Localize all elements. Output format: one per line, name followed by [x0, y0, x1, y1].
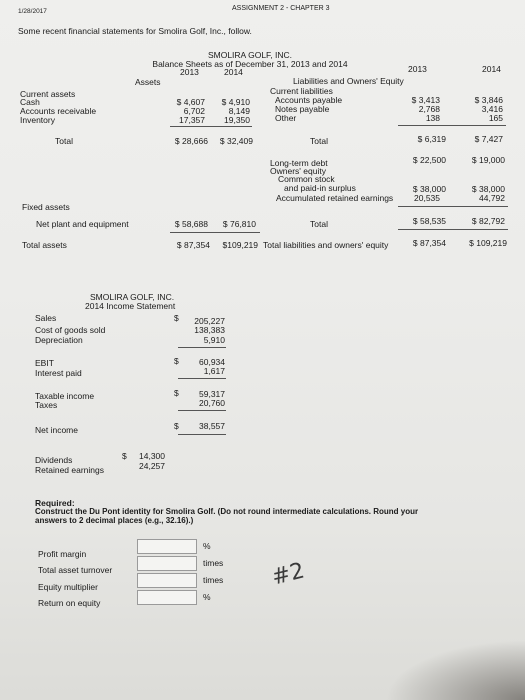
divider: [398, 229, 508, 230]
is-row-value: 38,557: [199, 421, 225, 431]
asset-row-v2: 8,149: [228, 106, 250, 116]
assets-heading: Assets: [135, 77, 161, 87]
is-row-currency: $: [174, 388, 179, 398]
liab-row-v1: 138: [425, 113, 440, 123]
is-row-label: EBIT: [35, 358, 54, 368]
equity-total-label: Total: [310, 219, 328, 229]
asset-row-v2: $ 4,910: [221, 97, 250, 107]
is-row-value: 59,317: [199, 389, 225, 399]
unit-label: %: [203, 541, 211, 551]
net-plant-v2: $ 76,810: [222, 219, 256, 229]
total-assets-v1: $ 87,354: [176, 240, 210, 250]
owners-equity-label: Owners' equity: [270, 166, 326, 176]
ltd-label: Long-term debt: [270, 158, 328, 168]
retained-v1: 20,535: [414, 193, 440, 203]
date-label: 1/28/2017: [18, 8, 47, 15]
fixed-assets-label: Fixed assets: [22, 202, 70, 212]
asset-row-v1: 17,357: [179, 115, 205, 125]
handwritten-note: #2: [269, 558, 307, 591]
bs-subtitle: Balance Sheets as of December 31, 2013 and 2014: [152, 59, 348, 69]
question-text: Construct the Du Pont identity for Smolira Golf. (Do not round intermediate calculations. Round your: [35, 507, 419, 516]
liab-row-v1: $ 3,413: [411, 95, 440, 105]
asset-row-label: Cash: [20, 97, 40, 107]
is-row-label: Net income: [35, 425, 78, 435]
is-row-value: 20,760: [199, 398, 225, 408]
divider: [178, 434, 226, 435]
answer-label: Total asset turnover: [38, 565, 113, 575]
is-row-currency: $: [174, 356, 179, 366]
is-row-label: Depreciation: [35, 335, 83, 345]
is-row-label: Retained earnings: [35, 465, 104, 475]
divider: [170, 126, 252, 127]
liab-row-label: Accounts payable: [275, 95, 343, 105]
is-row-currency: $: [122, 451, 127, 461]
is-row-label: Taxes: [35, 400, 58, 410]
liab-row-v1: 2,768: [418, 104, 440, 114]
total-le-v2: $ 109,219: [469, 238, 507, 248]
current-liab-label: Current liabilities: [270, 86, 333, 96]
paid-in-label: and paid-in surplus: [284, 183, 356, 193]
common-stock-label: Common stock: [278, 174, 335, 184]
divider: [398, 125, 506, 126]
assets-total-v2: $ 32,409: [219, 136, 253, 146]
is-row-value: 14,300: [139, 451, 165, 461]
equity-multiplier-input[interactable]: [137, 573, 197, 588]
required-label: Required:: [35, 498, 75, 508]
liab-total-label: Total: [310, 136, 328, 146]
bs-company: SMOLIRA GOLF, INC.: [207, 50, 293, 60]
bs-year1-right: 2013: [408, 64, 427, 74]
asset-row-label: Accounts receivable: [20, 106, 97, 116]
is-row-value: 60,934: [199, 357, 225, 367]
answer-label: Return on equity: [38, 598, 101, 608]
total-le-v1: $ 87,354: [412, 238, 446, 248]
divider: [178, 410, 226, 411]
ltd-v1: $ 22,500: [412, 155, 446, 165]
asset-row-v1: $ 4,607: [176, 97, 205, 107]
bs-year1-left: 2013: [180, 67, 199, 77]
total-assets-label: Total assets: [22, 240, 67, 250]
is-row-label: Dividends: [35, 455, 73, 465]
is-row-value: 24,257: [139, 461, 165, 471]
equity-total-v1: $ 58,535: [412, 216, 446, 226]
is-row-label: Interest paid: [35, 368, 82, 378]
is-row-value: 1,617: [203, 366, 225, 376]
unit-label: times: [203, 575, 224, 585]
divider: [178, 347, 226, 348]
intro-text: Some recent financial statements for Smolira Golf, Inc., follow.: [18, 26, 252, 36]
answer-label: Profit margin: [38, 549, 87, 559]
is-row-value: 205,227: [194, 316, 225, 326]
liab-row-label: Other: [275, 113, 297, 123]
retained-label: Accumulated retained earnings: [276, 193, 394, 203]
retained-v2: 44,792: [479, 193, 505, 203]
current-assets-label: Current assets: [20, 89, 76, 99]
is-row-label: Taxable income: [35, 391, 95, 401]
liab-row-v2: $ 3,846: [474, 95, 503, 105]
asset-row-v1: 6,702: [183, 106, 205, 116]
total-le-label: Total liabilities and owners' equity: [263, 240, 389, 250]
roe-input[interactable]: [137, 590, 197, 605]
is-row-value: 5,910: [203, 335, 225, 345]
is-row-value: 138,383: [194, 325, 225, 335]
paid-in-v2: $ 38,000: [471, 184, 505, 194]
liab-row-label: Notes payable: [275, 104, 330, 114]
assignment-label: ASSIGNMENT 2 - CHAPTER 3: [232, 5, 330, 12]
liab-total-v2: $ 7,427: [474, 134, 503, 144]
liab-total-v1: $ 6,319: [417, 134, 446, 144]
asset-turnover-input[interactable]: [137, 556, 197, 571]
is-row-currency: $: [174, 313, 179, 323]
assets-total-v1: $ 28,666: [174, 136, 208, 146]
is-company: SMOLIRA GOLF, INC.: [90, 292, 175, 302]
profit-margin-input[interactable]: [137, 539, 197, 554]
liab-row-v2: 165: [488, 113, 503, 123]
is-title: 2014 Income Statement: [85, 301, 176, 311]
net-plant-v1: $ 58,688: [174, 219, 208, 229]
equity-total-v2: $ 82,792: [471, 216, 505, 226]
liab-heading: Liabilities and Owners' Equity: [293, 76, 404, 86]
asset-row-v2: 19,350: [224, 115, 250, 125]
shadow: [385, 640, 525, 700]
is-row-label: Sales: [35, 313, 57, 323]
question-text: answers to 2 decimal places (e.g., 32.16).): [35, 516, 194, 525]
divider: [170, 232, 260, 233]
divider: [398, 206, 508, 207]
answer-label: Equity multiplier: [38, 582, 98, 592]
ltd-v2: $ 19,000: [471, 155, 505, 165]
divider: [178, 378, 226, 379]
unit-label: times: [203, 558, 224, 568]
assets-total-label: Total: [55, 136, 73, 146]
net-plant-label: Net plant and equipment: [36, 219, 129, 229]
is-row-label: Cost of goods sold: [35, 325, 106, 335]
bs-year2-right: 2014: [482, 64, 501, 74]
total-assets-v2: $109,219: [222, 240, 258, 250]
bs-year2-left: 2014: [224, 67, 243, 77]
unit-label: %: [203, 592, 211, 602]
asset-row-label: Inventory: [20, 115, 55, 125]
is-row-currency: $: [174, 421, 179, 431]
paid-in-v1: $ 38,000: [412, 184, 446, 194]
liab-row-v2: 3,416: [481, 104, 503, 114]
